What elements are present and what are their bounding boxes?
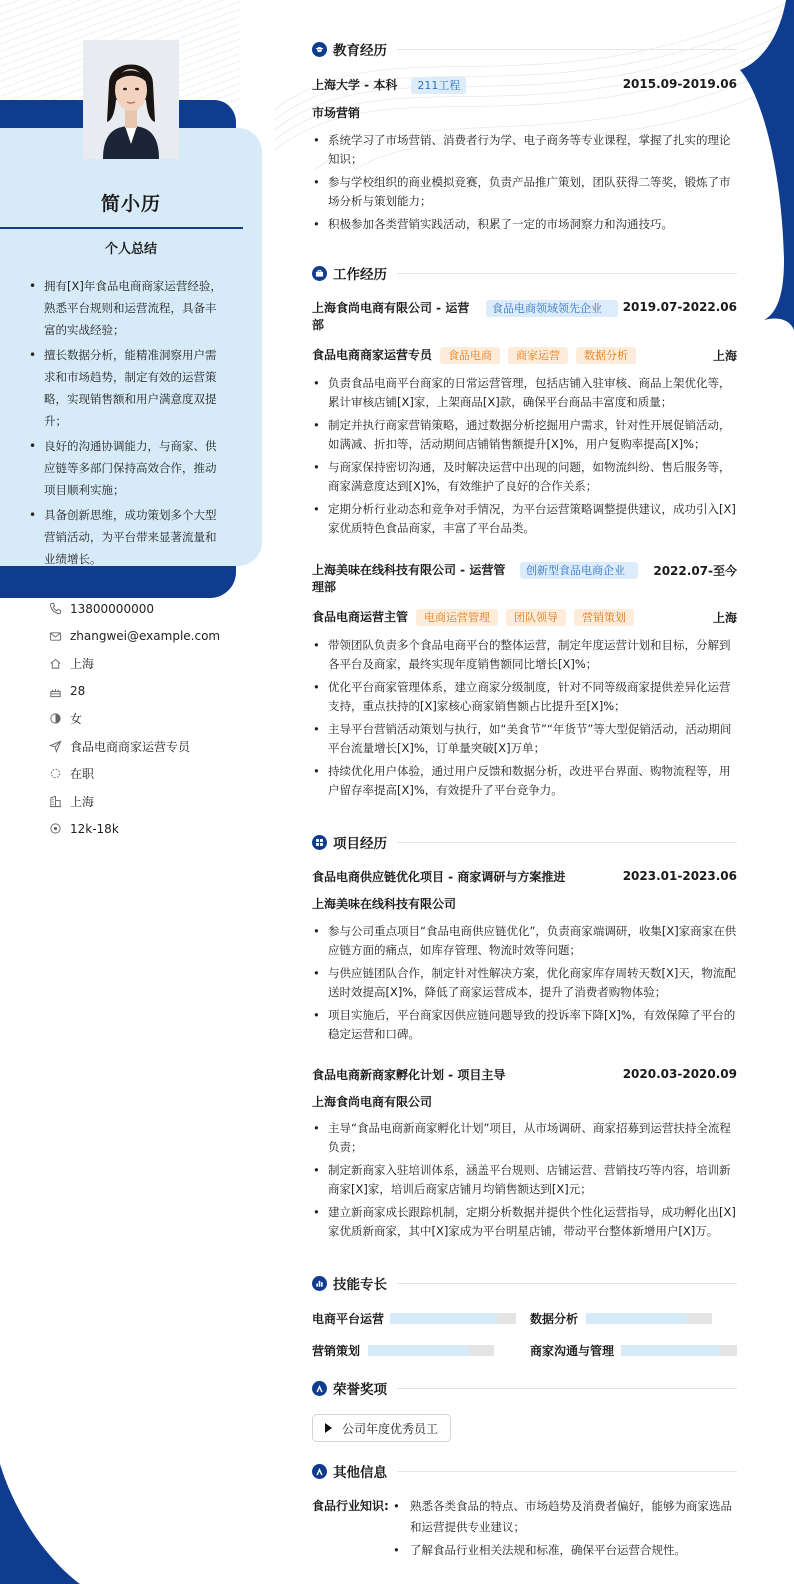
section-title: 项目经历: [333, 836, 387, 852]
contact-list: [48, 595, 220, 843]
job-city: 上海: [712, 349, 737, 363]
decorative-bottom-shape: [0, 1464, 80, 1584]
skill-bar-fill: [390, 1313, 497, 1324]
section-title: 其他信息: [333, 1465, 387, 1481]
job-role: 食品电商商家运营专员: [312, 348, 433, 362]
project-org: 上海食尚电商有限公司: [312, 1095, 433, 1109]
education-entry-header: [312, 77, 737, 94]
skill-bar-fill: [621, 1345, 720, 1356]
job-date: 2022.07-至今: [653, 564, 737, 578]
section-education-header: [312, 39, 737, 59]
section-divider: [397, 273, 737, 274]
list-item: • 系统学习了市场营销、消费者行为学、电子商务等专业课程，掌握了扎实的理论知识；: [312, 131, 737, 169]
section-divider: [397, 1388, 737, 1389]
position-icon: [48, 739, 62, 753]
summary-item: • 擅长数据分析，能精准洞察用户需求和市场趋势，制定有效的运营策略，实现销售额和用户满意度双提升；: [44, 344, 224, 432]
list-item: • 主导平台营销活动策划与执行，如“美食节”“年货节”等大型促销活动，活动期间平台流量增长[X]%，订单量突破[X]万单；: [312, 720, 737, 758]
education-bullets: [312, 131, 737, 238]
skill-name: 电商平台运营: [312, 1311, 385, 1326]
summary-item: • 良好的沟通协调能力，与商家、供应链等多部门保持高效合作，推动项目顺利实施；: [44, 435, 224, 501]
project-entry-header: [312, 869, 737, 886]
summary-item: • 具备创新思维，成功策划多个大型营销活动，为平台带来显著流量和业绩增长。: [44, 504, 224, 570]
section-title: 教育经历: [333, 43, 387, 59]
section-divider: [397, 1283, 737, 1284]
section-divider: [397, 1471, 737, 1472]
home-icon: [48, 657, 62, 671]
skill-item: [312, 1342, 494, 1358]
project-name: 食品电商新商家孵化计划 - 项目主导: [312, 1068, 506, 1082]
section-title: 荣誉奖项: [333, 1382, 387, 1398]
list-item: • 制定新商家入驻培训体系，涵盖平台规则、店铺运营、营销技巧等内容，培训新商家[X]家，培训后商家店铺月均销售额达到[X]元；: [312, 1161, 737, 1199]
list-item: • 主导“食品电商新商家孵化计划”项目，从市场调研、商家招募到运营扶持全流程负责；: [312, 1119, 737, 1157]
skill-tag: 营销策划: [574, 609, 634, 626]
skill-tag: 食品电商: [440, 347, 500, 364]
skill-tag: 商家运营: [508, 347, 568, 364]
salary-icon: [48, 822, 62, 836]
company-tag: 创新型食品电商企业: [520, 562, 638, 579]
job-role-row: [312, 609, 737, 626]
contact-age: 28: [48, 678, 220, 706]
honor-label: 公司年度优秀员工: [342, 1421, 439, 1436]
list-item: • 带领团队负责多个食品电商平台的整体运营，制定年度运营计划和目标，分解到各平台及商家，最终实现年度销售额同比增长[X]%；: [312, 636, 737, 674]
section-work-header: [312, 263, 737, 283]
graduation-cap-icon: [312, 42, 327, 57]
list-item: • 定期分析行业动态和竞争对手情况，为平台运营策略调整提供建议，成功引入[X]家优质特色食品商家，丰富了平台品类。: [312, 500, 737, 538]
section-honors-header: [312, 1378, 737, 1398]
list-item: • 制定并执行商家营销策略，通过数据分析挖掘用户需求，针对性开展促销活动，如满减、折扣等，活动期间店铺销售额提升[X]%，用户复购率提高[X]%；: [312, 416, 737, 454]
skill-bar-fill: [368, 1345, 469, 1356]
project-date: 2023.01-2023.06: [622, 869, 737, 883]
skill-name: 商家沟通与管理: [530, 1343, 615, 1358]
school-tag: 211工程: [411, 77, 466, 94]
skill-tag: 团队领导: [506, 609, 566, 626]
contact-position: 食品电商商家运营专员: [48, 733, 220, 761]
email-icon: [48, 629, 62, 643]
list-item: • 熟悉各类食品的特点、市场趋势及消费者偏好，能够为商家选品和运营提供专业建议；: [390, 1496, 737, 1538]
contact-status: 在职: [48, 760, 220, 788]
project-org-row: [312, 1094, 737, 1111]
skill-item: [530, 1342, 737, 1358]
section-projects-header: [312, 832, 737, 852]
gender-icon: [48, 712, 62, 726]
contact-salary: 12k-18k: [48, 815, 220, 843]
info-icon: [312, 1464, 327, 1479]
summary-list: [44, 275, 224, 573]
contact-phone: 13800000000: [48, 595, 220, 623]
company-tag: 食品电商领域领先企业: [486, 300, 618, 317]
school-name: 上海大学 - 本科: [312, 78, 398, 92]
phone-icon: [48, 602, 62, 616]
other-label: 食品行业知识:: [312, 1499, 389, 1513]
skill-tag: 数据分析: [576, 347, 636, 364]
status-icon: [48, 767, 62, 781]
job-bullets: [312, 374, 737, 542]
play-triangle-icon: [325, 1423, 332, 1433]
contact-gender: 女: [48, 705, 220, 733]
list-item: • 持续优化用户体验，通过用户反馈和数据分析，改进平台界面、购物流程等，用户留存率提高[X]%，有效提升了平台竞争力。: [312, 762, 737, 800]
profile-photo: [83, 40, 179, 159]
job-entry-header: [312, 562, 737, 596]
other-bullets: [390, 1496, 737, 1563]
list-item: • 参与公司重点项目“食品电商供应链优化”，负责商家端调研，收集[X]家商家在供应链方面的痛点，如库存管理、物流时效等问题；: [312, 922, 737, 960]
skill-name: 营销策划: [312, 1343, 361, 1358]
city-icon: [48, 794, 62, 808]
skill-bar: [621, 1345, 737, 1356]
list-item: • 与供应链团队合作，制定针对性解决方案，优化商家库存周转天数[X]天，物流配送时效提高[X]%，降低了商家运营成本，提升了消费者购物体验；: [312, 964, 737, 1002]
job-bullets: [312, 636, 737, 804]
list-item: • 建立新商家成长跟踪机制，定期分析数据并提供个性化运营指导，成功孵化出[X]家优质新商家，其中[X]家成为平台明星店铺，带动平台整体新增用户[X]万。: [312, 1203, 737, 1241]
section-skills-header: [312, 1273, 737, 1293]
skill-item: [312, 1310, 516, 1326]
project-date: 2020.03-2020.09: [622, 1067, 737, 1081]
list-item: • 与商家保持密切沟通，及时解决运营中出现的问题，如物流纠纷、售后服务等，商家满意度达到[X]%，有效维护了良好的合作关系；: [312, 458, 737, 496]
job-role-row: [312, 347, 737, 364]
project-name: 食品电商供应链优化项目 - 商家调研与方案推进: [312, 870, 566, 884]
section-divider: [397, 842, 737, 843]
section-divider: [397, 49, 737, 50]
summary-item: • 拥有[X]年食品电商商家运营经验，熟悉平台规则和运营流程，具备丰富的实战经验；: [44, 275, 224, 341]
job-role: 食品电商运营主管: [312, 610, 409, 624]
list-item: • 优化平台商家管理体系，建立商家分级制度，针对不同等级商家提供差异化运营支持，重点扶持的[X]家核心商家销售额占比提升至[X]%；: [312, 678, 737, 716]
award-icon: [312, 1381, 327, 1396]
section-title: 工作经历: [333, 267, 387, 283]
project-bullets: [312, 922, 737, 1048]
profile-name: 简小历: [100, 193, 161, 215]
grid-icon: [312, 835, 327, 850]
honor-badge: [312, 1414, 451, 1442]
job-city: 上海: [712, 611, 737, 625]
skill-item: [530, 1310, 712, 1326]
list-item: • 负责食品电商平台商家的日常运营管理，包括店铺入驻审核、商品上架优化等，累计审核店铺[X]家，上架商品[X]款，确保平台商品丰富度和质量；: [312, 374, 737, 412]
section-title: 技能专长: [333, 1277, 387, 1293]
decorative-corner-shape: [734, 0, 794, 360]
list-item: • 参与学校组织的商业模拟竞赛，负责产品推广策划，团队获得二等奖，锻炼了市场分析与策划能力；: [312, 173, 737, 211]
company-name: 上海食尚电商有限公司 - 运营部: [312, 301, 470, 332]
list-item: • 了解食品行业相关法规和标准，确保平台运营合规性。: [390, 1540, 737, 1561]
job-date: 2019.07-2022.06: [622, 300, 737, 314]
project-bullets: [312, 1119, 737, 1245]
list-item: • 项目实施后，平台商家因供应链问题导致的投诉率下降[X]%，有效保障了平台的稳定运营和口碑。: [312, 1006, 737, 1044]
skill-tag: 电商运营管理: [416, 609, 498, 626]
education-date: 2015.09-2019.06: [622, 77, 737, 91]
project-org-row: [312, 896, 737, 913]
skill-name: 数据分析: [530, 1311, 579, 1326]
contact-home: 上海: [48, 650, 220, 678]
briefcase-icon: [312, 266, 327, 281]
project-org: 上海美味在线科技有限公司: [312, 897, 457, 911]
company-name: 上海美味在线科技有限公司 - 运营管理部: [312, 563, 506, 594]
skill-bar: [368, 1345, 494, 1356]
skill-bar: [390, 1313, 516, 1324]
education-major-row: [312, 105, 737, 122]
contact-city: 上海: [48, 788, 220, 816]
job-entry-header: [312, 300, 737, 334]
skill-bar: [586, 1313, 712, 1324]
bar-chart-icon: [312, 1276, 327, 1291]
major: 市场营销: [312, 106, 361, 120]
project-entry-header: [312, 1067, 737, 1084]
contact-email: zhangwei@example.com: [48, 623, 220, 651]
skill-bar-fill: [586, 1313, 687, 1324]
section-other-header: [312, 1461, 737, 1481]
summary-title: 个人总结: [104, 242, 157, 257]
age-icon: [48, 684, 62, 698]
list-item: • 积极参加各类营销实践活动，积累了一定的市场洞察力和沟通技巧。: [312, 215, 737, 234]
name-divider: [0, 227, 243, 229]
